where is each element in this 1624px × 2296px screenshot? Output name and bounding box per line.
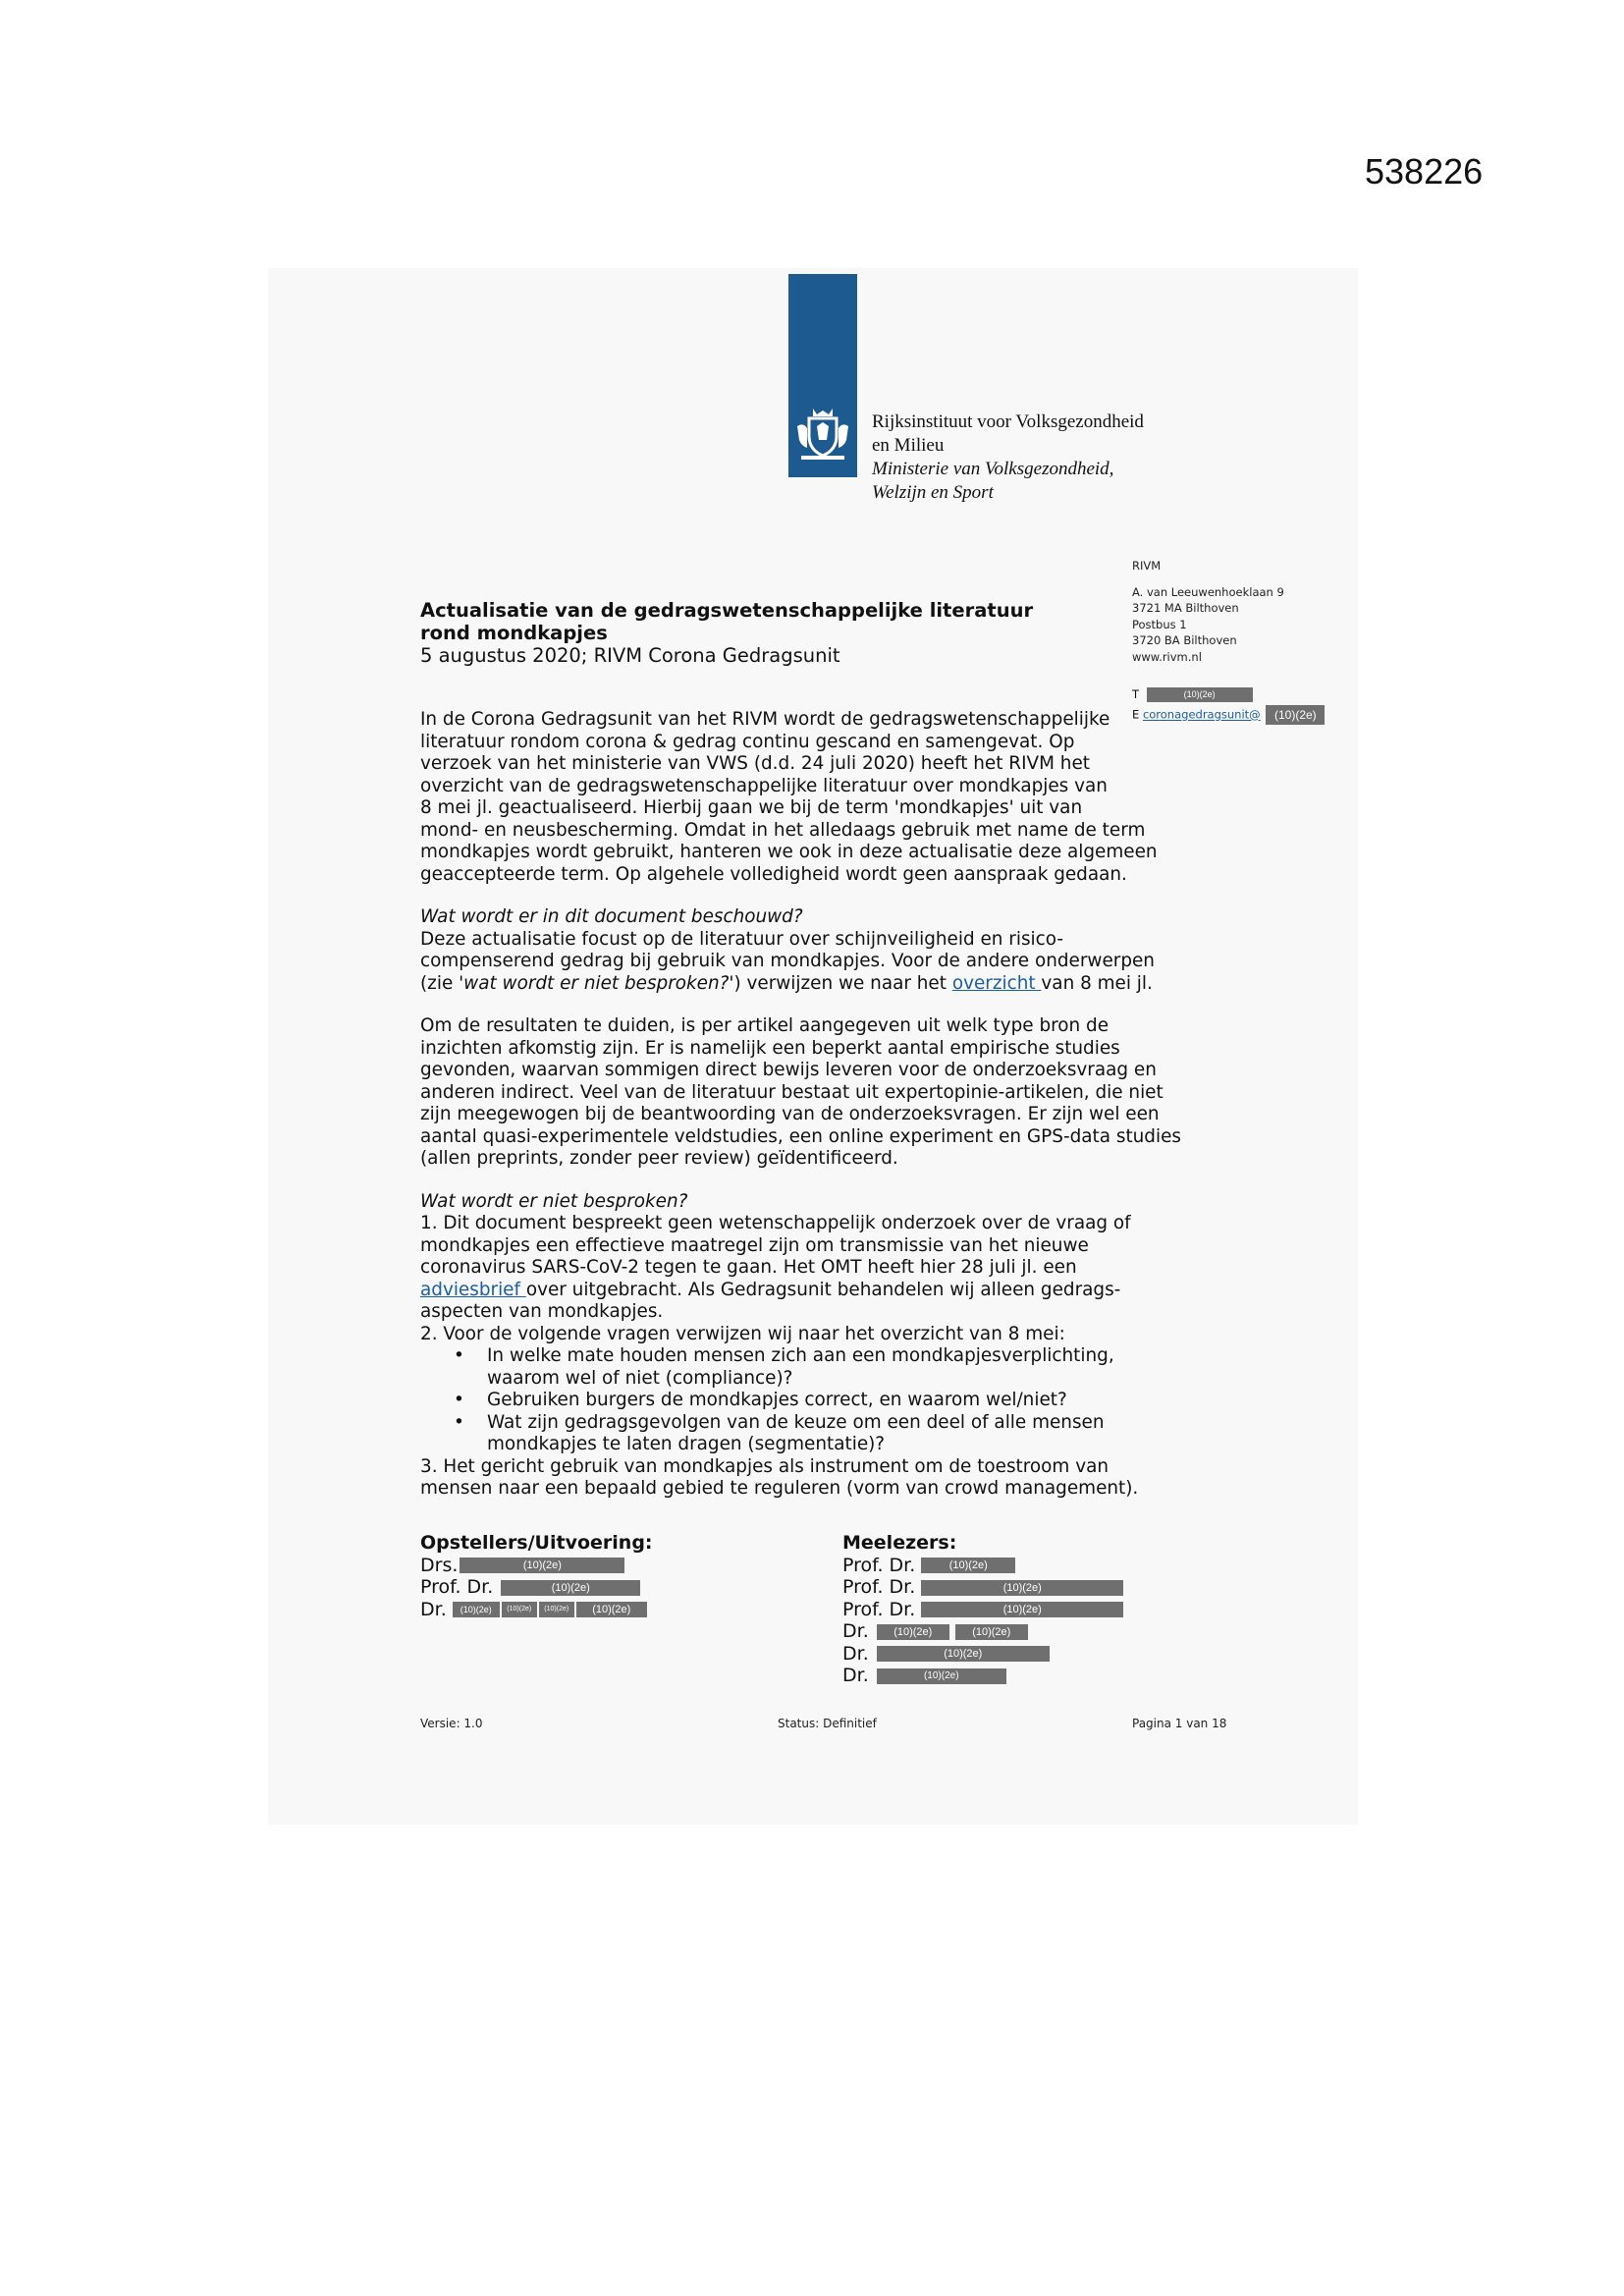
- method-line: zijn meegewogen bij de beantwoording van de onderzoeksvragen. Er zijn wel een: [420, 1104, 1160, 1124]
- footer-version: Versie: 1.0: [420, 1717, 483, 1730]
- redaction-box: (10)(2e): [955, 1624, 1028, 1640]
- footer-status: Status: Definitief: [778, 1717, 877, 1730]
- contact-sidebar: [1132, 558, 1284, 665]
- sidebar-address-line: 3721 MA Bilthoven: [1132, 601, 1239, 615]
- author-row: Drs. (10)(2e): [420, 1555, 653, 1577]
- email-redaction: (10)(2e): [1266, 705, 1325, 725]
- reader-row: Dr. (10)(2e) (10)(2e): [842, 1620, 1123, 1643]
- scope-line: Deze actualisatie focust op de literatuur over schijnveiligheid en risico-: [420, 928, 1063, 950]
- exclusion-line: mondkapjes een effectieve maatregel zijn om transmissie van het nieuwe: [420, 1234, 1089, 1256]
- intro-line: In de Corona Gedragsunit van het RIVM wordt de gedragswetenschappelijke: [420, 709, 1110, 730]
- scope-line: (zie 'wat wordt er niet besproken?') verwijzen we naar het overzicht van 8 mei jl.: [420, 972, 1153, 994]
- redaction-box: (10)(2e): [921, 1602, 1123, 1617]
- authors-heading: Opstellers/Uitvoering:: [420, 1532, 653, 1554]
- ministry-line2: Welzijn en Sport: [872, 482, 994, 503]
- phone-row: [1132, 687, 1253, 702]
- intro-line: 8 mei jl. geactualiseerd. Hierbij gaan we bij de term 'mondkapjes' uit van: [420, 797, 1083, 818]
- redaction-box: (10)(2e): [576, 1602, 647, 1617]
- scope-heading: Wat wordt er in dit document beschouwd?: [420, 906, 803, 927]
- bullet-item: • In welke mate houden mensen zich aan een mondkapjesverplichting, waarom wel of niet (compliance)?: [420, 1345, 1225, 1390]
- redaction-box: (10)(2e): [921, 1580, 1123, 1596]
- redaction-box: (10)(2e): [877, 1646, 1050, 1662]
- title-line1: Actualisatie van de gedragswetenschappelijke literatuur: [420, 599, 1034, 622]
- method-line: (allen preprints, zonder peer review) geïdentificeerd.: [420, 1148, 898, 1169]
- method-line: anderen indirect. Veel van de literatuur bestaat uit expertopinie-artikelen, die niet: [420, 1081, 1164, 1103]
- intro-line: mondkapjes wordt gebruikt, hanteren we ook in deze actualisatie deze algemeen: [420, 842, 1158, 862]
- intro-line: verzoek van het ministerie van VWS (d.d. 24 juli 2020) heeft het RIVM het: [420, 753, 1090, 774]
- redaction-box: (10)(2e): [460, 1558, 624, 1573]
- organization-name: [872, 410, 1144, 505]
- reader-row: Dr. (10)(2e): [842, 1643, 1123, 1666]
- method-line: Om de resultaten te duiden, is per artikel aangegeven uit welk type bron de: [420, 1015, 1110, 1036]
- sidebar-address-line: 3720 BA Bilthoven: [1132, 633, 1237, 647]
- redaction-box: (10)(2e): [539, 1602, 574, 1617]
- adviesbrief-link[interactable]: adviesbrief: [420, 1279, 526, 1300]
- document-title: [420, 599, 1033, 644]
- scope-line: compenserend gedrag bij gebruik van mondkapjes. Voor de andere onderwerpen: [420, 951, 1155, 971]
- exclusion-line: 3. Het gericht gebruik van mondkapjes als instrument om de toestroom van: [420, 1455, 1109, 1477]
- sidebar-address-line: A. van Leeuwenhoeklaan 9: [1132, 584, 1284, 599]
- org-name-line1: Rijksinstituut voor Volksgezondheid: [872, 411, 1144, 432]
- method-line: inzichten afkomstig zijn. Er is namelijk een beperkt aantal empirische studies: [420, 1037, 1120, 1059]
- org-name-line2: en Milieu: [872, 435, 945, 456]
- reader-row: Dr. (10)(2e): [842, 1665, 1123, 1687]
- reader-row: Prof. Dr. (10)(2e): [842, 1576, 1123, 1599]
- author-row: Dr. (10)(2e) (10)(2e) (10)(2e) (10)(2e): [420, 1599, 653, 1621]
- document-body: [420, 709, 1225, 1501]
- rijkswapen-crest-icon: [793, 405, 852, 464]
- bullet-item: • Wat zijn gedragsgevolgen van de keuze om een deel of alle mensen mondkapjes te laten dragen (segmentatie)?: [420, 1412, 1225, 1456]
- intro-line: mond- en neusbescherming. Omdat in het alledaags gebruik met name de term: [420, 819, 1146, 841]
- exclusion-line: mensen naar een bepaald gebied te reguleren (vorm van crowd management).: [420, 1478, 1139, 1499]
- document-subtitle: 5 augustus 2020; RIVM Corona Gedragsunit: [420, 644, 840, 667]
- exclusion-line: 2. Voor de volgende vragen verwijzen wij naar het overzicht van 8 mei:: [420, 1323, 1065, 1344]
- author-row: Prof. Dr. (10)(2e): [420, 1576, 653, 1599]
- scope-section: [420, 906, 1225, 995]
- exclusion-line: adviesbrief over uitgebracht. Als Gedragsunit behandelen wij alleen gedrags-: [420, 1279, 1121, 1300]
- sidebar-website[interactable]: www.rivm.nl: [1132, 649, 1202, 664]
- redaction-box: (10)(2e): [877, 1668, 1006, 1684]
- exclusion-line: 1. Dit document bespreekt geen wetenschappelijk onderzoek over de vraag of: [420, 1213, 1131, 1233]
- exclusion-line: aspecten van mondkapjes.: [420, 1301, 664, 1322]
- document-number: 538226: [1365, 151, 1484, 191]
- exclusions-heading: Wat wordt er niet besproken?: [420, 1190, 688, 1212]
- title-line2: rond mondkapjes: [420, 622, 608, 644]
- sidebar-address-line: Postbus 1: [1132, 617, 1187, 631]
- reader-row: Prof. Dr. (10)(2e): [842, 1555, 1123, 1577]
- exclusions-section: [420, 1191, 1225, 1501]
- redaction-box: (10)(2e): [921, 1558, 1015, 1573]
- method-line: aantal quasi-experimentele veldstudies, een online experiment en GPS-data studies: [420, 1125, 1181, 1147]
- footer-page: Pagina 1 van 18: [1132, 1717, 1227, 1730]
- overzicht-link[interactable]: overzicht: [951, 972, 1042, 994]
- intro-paragraph: [420, 709, 1225, 886]
- reader-row: Prof. Dr. (10)(2e): [842, 1599, 1123, 1621]
- redaction-box: (10)(2e): [877, 1624, 949, 1640]
- sidebar-org: RIVM: [1132, 559, 1162, 573]
- readers-block: [842, 1532, 1123, 1687]
- readers-heading: Meelezers:: [842, 1532, 957, 1554]
- phone-redaction: (10)(2e): [1147, 687, 1253, 702]
- exclusion-bullets: [420, 1345, 1225, 1456]
- intro-line: overzicht van de gedragswetenschappelijke literatuur over mondkapjes van: [420, 775, 1108, 796]
- ministry-line1: Ministerie van Volksgezondheid,: [872, 459, 1114, 479]
- intro-line: geaccepteerde term. Op algehele volledigheid wordt geen aanspraak gedaan.: [420, 863, 1127, 885]
- authors-block: [420, 1532, 653, 1620]
- email-link[interactable]: coronagedragsunit@: [1142, 707, 1261, 722]
- redaction-box: (10)(2e): [501, 1580, 640, 1596]
- redaction-box: (10)(2e): [502, 1602, 537, 1617]
- method-line: gevonden, waarvan sommigen direct bewijs leveren voor de onderzoeksvraag en: [420, 1060, 1157, 1080]
- email-label: E: [1132, 707, 1140, 722]
- exclusion-line: coronavirus SARS-CoV-2 tegen te gaan. Het OMT heeft hier 28 juli jl. een: [420, 1257, 1077, 1278]
- phone-label: T: [1132, 687, 1140, 701]
- intro-line: literatuur rondom corona & gedrag continu gescand en samengevat. Op: [420, 731, 1075, 752]
- bullet-item: • Gebruiken burgers de mondkapjes correct, en waarom wel/niet?: [420, 1390, 1225, 1412]
- method-paragraph: [420, 1015, 1225, 1171]
- redaction-box: (10)(2e): [453, 1602, 500, 1617]
